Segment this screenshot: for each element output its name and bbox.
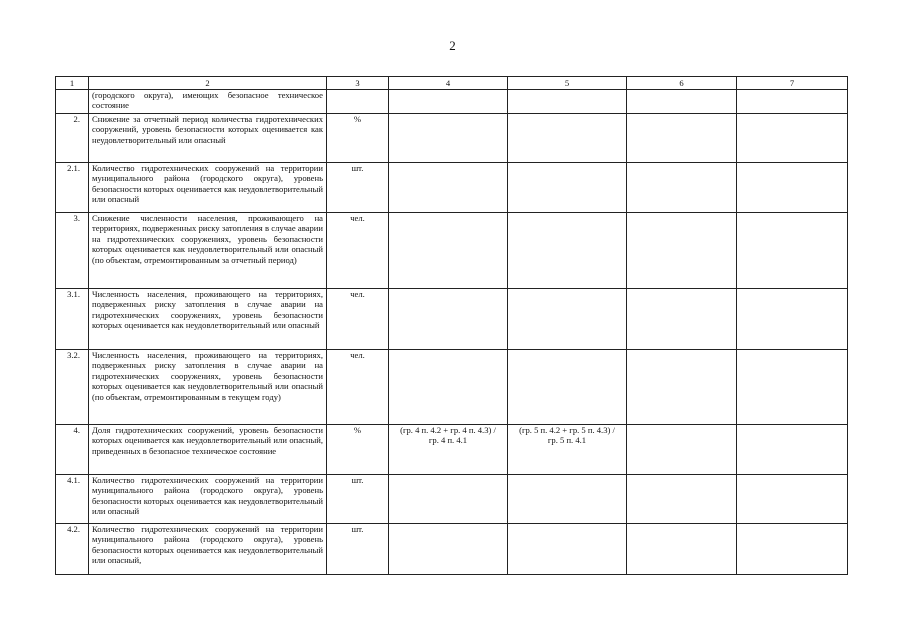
col7-cell xyxy=(737,213,848,289)
col5-cell xyxy=(508,475,627,524)
col6-cell xyxy=(627,213,737,289)
header-col-7: 7 xyxy=(737,77,848,90)
col7-cell xyxy=(737,114,848,163)
col4-cell: (гр. 4 п. 4.2 + гр. 4 п. 4.3) / гр. 4 п. 4.1 xyxy=(389,425,508,475)
table-row xyxy=(56,350,848,425)
col4-cell xyxy=(389,350,508,425)
col4-cell xyxy=(389,289,508,350)
col4-cell xyxy=(389,475,508,524)
table-row xyxy=(56,475,848,524)
header-col-4: 4 xyxy=(389,77,508,90)
header-col-1: 1 xyxy=(56,77,89,90)
col6-cell xyxy=(627,524,737,575)
col4-cell xyxy=(389,213,508,289)
table-row xyxy=(56,289,848,350)
table-row xyxy=(56,90,848,114)
unit-cell: % xyxy=(327,425,389,475)
indicator-name: Снижение численности населения, проживающего на территориях, подверженных риску затопления в случае аварии на гидротехнических сооружениях, уровень безопасности которых оценивается как неудовлетворительный или опасный (по объектам, отремонтированным за отчетный период) xyxy=(89,213,327,289)
unit-cell: шт. xyxy=(327,475,389,524)
row-number: 2.1. xyxy=(56,163,89,213)
indicator-name: (городского округа), имеющих безопасное техническое состояние xyxy=(89,90,327,114)
col6-cell xyxy=(627,114,737,163)
header-col-6: 6 xyxy=(627,77,737,90)
col6-cell xyxy=(627,425,737,475)
unit-cell: шт. xyxy=(327,524,389,575)
indicator-name: Численность населения, проживающего на территориях, подверженных риску затопления в случае аварии на гидротехнических сооружениях, уровень безопасности которых оценивается как неудовлетворительный или опасный (по объектам, отремонтированным в текущем году) xyxy=(89,350,327,425)
row-number: 3.2. xyxy=(56,350,89,425)
unit-cell: чел. xyxy=(327,213,389,289)
col5-cell xyxy=(508,163,627,213)
col7-cell xyxy=(737,90,848,114)
page-number: 2 xyxy=(449,38,456,53)
table-row xyxy=(56,524,848,575)
table-row xyxy=(56,114,848,163)
col5-cell: (гр. 5 п. 4.2 + гр. 5 п. 4.3) / гр. 5 п. 4.1 xyxy=(508,425,627,475)
header-row xyxy=(56,77,848,90)
col7-cell xyxy=(737,425,848,475)
header-col-3: 3 xyxy=(327,77,389,90)
indicator-name: Количество гидротехнических сооружений на территории муниципального района (городского округа), уровень безопасности которых оценивается как неудовлетворительный или опасный, xyxy=(89,524,327,575)
col7-cell xyxy=(737,163,848,213)
col6-cell xyxy=(627,475,737,524)
row-number: 4.2. xyxy=(56,524,89,575)
table-row xyxy=(56,163,848,213)
col7-cell xyxy=(737,289,848,350)
header-col-2: 2 xyxy=(89,77,327,90)
col4-cell xyxy=(389,114,508,163)
col7-cell xyxy=(737,475,848,524)
col5-cell xyxy=(508,289,627,350)
table-row xyxy=(56,213,848,289)
col4-cell xyxy=(389,524,508,575)
row-number: 4. xyxy=(56,425,89,475)
indicator-name: Снижение за отчетный период количества гидротехнических сооружений, уровень безопасности которых оценивается как неудовлетворительный или опасный xyxy=(89,114,327,163)
indicator-name: Количество гидротехнических сооружений на территории муниципального района (городского округа), уровень безопасности которых оценивается как неудовлетворительный или опасный xyxy=(89,475,327,524)
row-number: 3. xyxy=(56,213,89,289)
col5-cell xyxy=(508,90,627,114)
row-number: 4.1. xyxy=(56,475,89,524)
table-row xyxy=(56,425,848,475)
col5-cell xyxy=(508,114,627,163)
col5-cell xyxy=(508,524,627,575)
col7-cell xyxy=(737,524,848,575)
header-col-5: 5 xyxy=(508,77,627,90)
col5-cell xyxy=(508,213,627,289)
col4-cell xyxy=(389,163,508,213)
indicators-table xyxy=(55,76,848,575)
col4-cell xyxy=(389,90,508,114)
col7-cell xyxy=(737,350,848,425)
indicator-name: Численность населения, проживающего на территориях, подверженных риску затопления в случае аварии на гидротехнических сооружениях, уровень безопасности которых оценивается как неудовлетворительный или опасный xyxy=(89,289,327,350)
col6-cell xyxy=(627,90,737,114)
row-number xyxy=(56,90,89,114)
unit-cell: чел. xyxy=(327,289,389,350)
col6-cell xyxy=(627,289,737,350)
col6-cell xyxy=(627,350,737,425)
row-number: 3.1. xyxy=(56,289,89,350)
unit-cell xyxy=(327,90,389,114)
col5-cell xyxy=(508,350,627,425)
unit-cell: чел. xyxy=(327,350,389,425)
unit-cell: % xyxy=(327,114,389,163)
col6-cell xyxy=(627,163,737,213)
row-number: 2. xyxy=(56,114,89,163)
indicator-name: Доля гидротехнических сооружений, уровень безопасности которых оценивается как неудовлетворительный или опасный, приведенных в безопасное техническое состояние xyxy=(89,425,327,475)
unit-cell: шт. xyxy=(327,163,389,213)
indicator-name: Количество гидротехнических сооружений на территории муниципального района (городского округа), уровень безопасности которых оценивается как неудовлетворительный или опасный xyxy=(89,163,327,213)
